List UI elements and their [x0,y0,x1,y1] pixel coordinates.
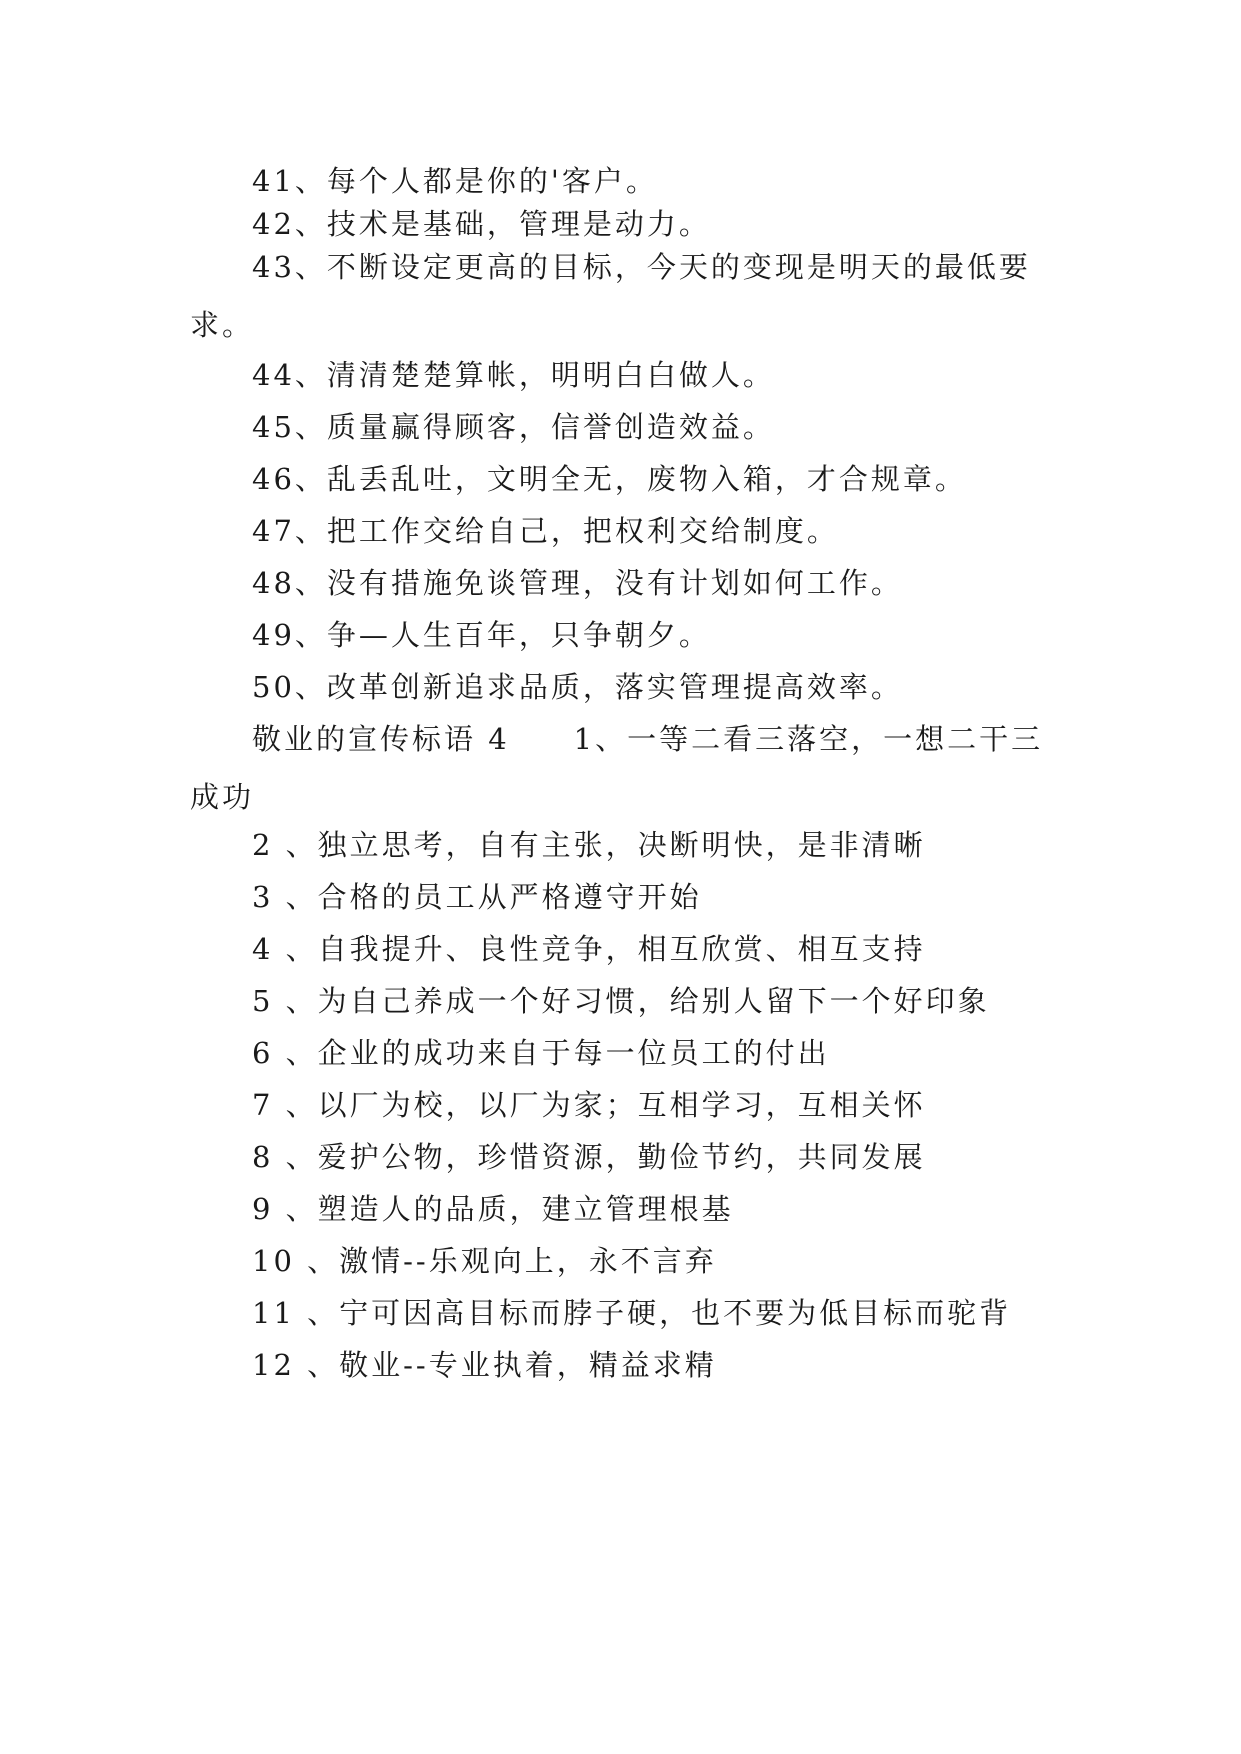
slogan-line-4: 4 、自我提升、良性竞争，相互欣赏、相互支持 [252,932,926,966]
text-line-50: 50、改革创新追求品质，落实管理提高效率。 [252,670,903,704]
slogan-line-10: 10 、激情--乐观向上，永不言弃 [252,1244,717,1278]
section-heading-line: 敬业的宣传标语 4 1、一等二看三落空，一想二干三成功 [190,722,1044,814]
slogan-line-6: 6 、企业的成功来自于每一位员工的付出 [252,1036,830,1070]
text-line-49: 49、争—人生百年，只争朝夕。 [252,618,711,652]
slogan-line-2: 2 、独立思考，自有主张，决断明快，是非清晰 [252,828,926,862]
text-line-42: 42、技术是基础，管理是动力。 [252,207,711,241]
text-line-41: 41、每个人都是你的'客户。 [252,164,658,198]
slogan-line-3: 3 、合格的员工从严格遵守开始 [252,880,702,914]
text-line-48: 48、没有措施免谈管理，没有计划如何工作。 [252,566,903,600]
text-line-47: 47、把工作交给自己，把权利交给制度。 [252,514,839,548]
slogan-line-9: 9 、塑造人的品质，建立管理根基 [252,1192,734,1226]
text-line-45: 45、质量赢得顾客，信誉创造效益。 [252,410,775,444]
slogan-line-8: 8 、爱护公物，珍惜资源，勤俭节约，共同发展 [252,1140,926,1174]
slogan-line-7: 7 、以厂为校，以厂为家；互相学习，互相关怀 [252,1088,926,1122]
text-line-46: 46、乱丢乱吐，文明全无，废物入箱，才合规章。 [252,462,967,496]
slogan-line-12: 12 、敬业--专业执着，精益求精 [252,1348,717,1382]
slogan-line-5: 5 、为自己养成一个好习惯，给别人留下一个好印象 [252,984,990,1018]
slogan-line-11: 11 、宁可因高目标而脖子硬，也不要为低目标而驼背 [252,1296,1012,1330]
text-line-43: 43、不断设定更高的目标，今天的变现是明天的最低要求。 [190,250,1031,342]
text-line-44: 44、清清楚楚算帐，明明白白做人。 [252,358,775,392]
